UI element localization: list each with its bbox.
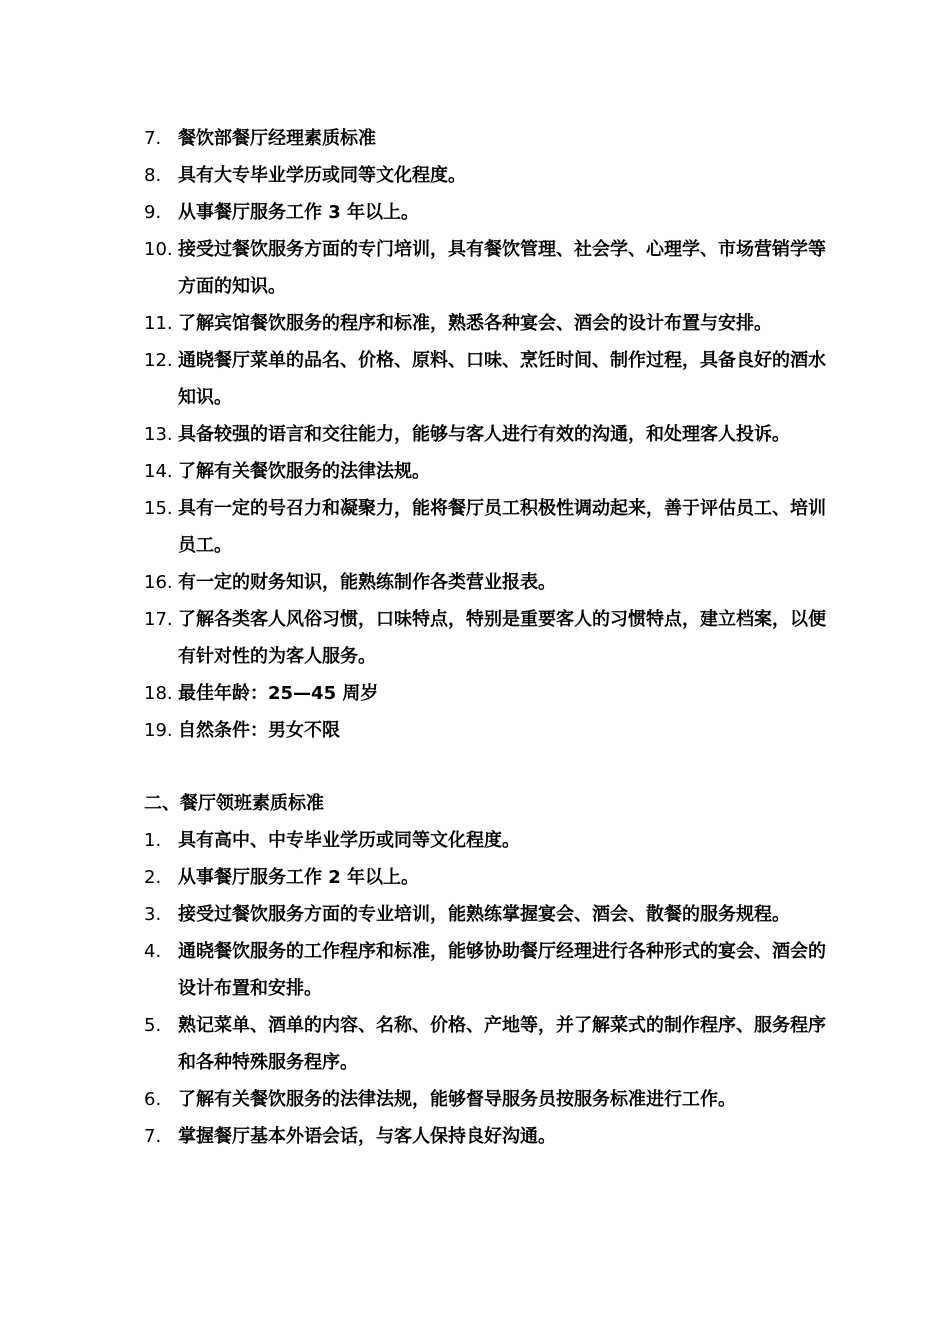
item-text: 了解宾馆餐饮服务的程序和标准，熟悉各种宴会、酒会的设计布置与安排。: [178, 313, 772, 334]
item-text: 具备较强的语言和交往能力，能够与客人进行有效的沟通，和处理客人投诉。: [178, 424, 790, 445]
item-text: 通晓餐饮服务的工作程序和标准，能够协助餐厅经理进行各种形式的宴会、酒会的设计布置和安排。: [178, 941, 826, 999]
list-item: [144, 859, 834, 896]
item-text: 从事餐厅服务工作 3 年以上。: [178, 202, 420, 223]
item-number: 7.: [144, 1126, 162, 1147]
item-text: 有一定的财务知识，能熟练制作各类营业报表。: [178, 572, 556, 593]
supervisor-standards-list: [144, 822, 834, 1155]
list-item: [144, 1007, 834, 1081]
list-item: [144, 712, 834, 749]
item-text: 具有高中、中专毕业学历或同等文化程度。: [178, 830, 520, 851]
item-text: 自然条件：男女不限: [178, 720, 340, 741]
item-text: 具有大专毕业学历或同等文化程度。: [178, 165, 466, 186]
item-number: 9.: [144, 202, 162, 223]
list-item: [144, 120, 834, 157]
list-item: [144, 231, 834, 305]
list-item: [144, 416, 834, 453]
list-item: [144, 490, 834, 564]
list-item: [144, 822, 834, 859]
item-text: 了解有关餐饮服务的法律法规。: [178, 461, 430, 482]
item-number: 18.: [144, 683, 173, 704]
list-item: [144, 564, 834, 601]
list-item: [144, 342, 834, 416]
item-number: 7.: [144, 128, 162, 149]
list-item: [144, 453, 834, 490]
item-number: 2.: [144, 867, 162, 888]
item-number: 17.: [144, 609, 173, 630]
item-text: 通晓餐厅菜单的品名、价格、原料、口味、烹饪时间、制作过程，具备良好的酒水知识。: [178, 350, 826, 408]
item-text: 最佳年龄：25—45 周岁: [178, 683, 379, 704]
item-text: 从事餐厅服务工作 2 年以上。: [178, 867, 420, 888]
item-number: 15.: [144, 498, 173, 519]
item-number: 16.: [144, 572, 173, 593]
item-number: 6.: [144, 1089, 162, 1110]
list-item: [144, 933, 834, 1007]
list-item: [144, 305, 834, 342]
manager-standards-list: [144, 120, 834, 749]
item-number: 11.: [144, 313, 173, 334]
document-body: [144, 120, 834, 1155]
item-text: 接受过餐饮服务方面的专门培训，具有餐饮管理、社会学、心理学、市场营销学等方面的知识。: [178, 239, 826, 297]
list-item: [144, 896, 834, 933]
list-item: [144, 157, 834, 194]
item-text: 接受过餐饮服务方面的专业培训，能熟练掌握宴会、酒会、散餐的服务规程。: [178, 904, 790, 925]
item-number: 19.: [144, 720, 173, 741]
item-number: 8.: [144, 165, 162, 186]
section-heading: 二、餐厅领班素质标准: [144, 793, 324, 814]
item-number: 10.: [144, 239, 173, 260]
list-item: [144, 1081, 834, 1118]
list-item: [144, 1118, 834, 1155]
item-number: 14.: [144, 461, 173, 482]
item-text: 具有一定的号召力和凝聚力，能将餐厅员工积极性调动起来，善于评估员工、培训员工。: [178, 498, 826, 556]
section-spacer: [144, 749, 834, 785]
list-item: [144, 601, 834, 675]
item-text: 了解各类客人风俗习惯，口味特点，特别是重要客人的习惯特点，建立档案，以便有针对性的为客人服务。: [178, 609, 826, 667]
list-item: [144, 194, 834, 231]
list-item: [144, 675, 834, 712]
item-number: 12.: [144, 350, 173, 371]
item-text: 餐饮部餐厅经理素质标准: [178, 128, 376, 149]
item-text: 掌握餐厅基本外语会话，与客人保持良好沟通。: [178, 1126, 556, 1147]
item-text: 熟记菜单、酒单的内容、名称、价格、产地等，并了解菜式的制作程序、服务程序和各种特殊服务程序。: [178, 1015, 826, 1073]
item-number: 3.: [144, 904, 162, 925]
item-number: 1.: [144, 830, 162, 851]
item-text: 了解有关餐饮服务的法律法规，能够督导服务员按服务标准进行工作。: [178, 1089, 736, 1110]
item-number: 4.: [144, 941, 162, 962]
item-number: 5.: [144, 1015, 162, 1036]
item-number: 13.: [144, 424, 173, 445]
